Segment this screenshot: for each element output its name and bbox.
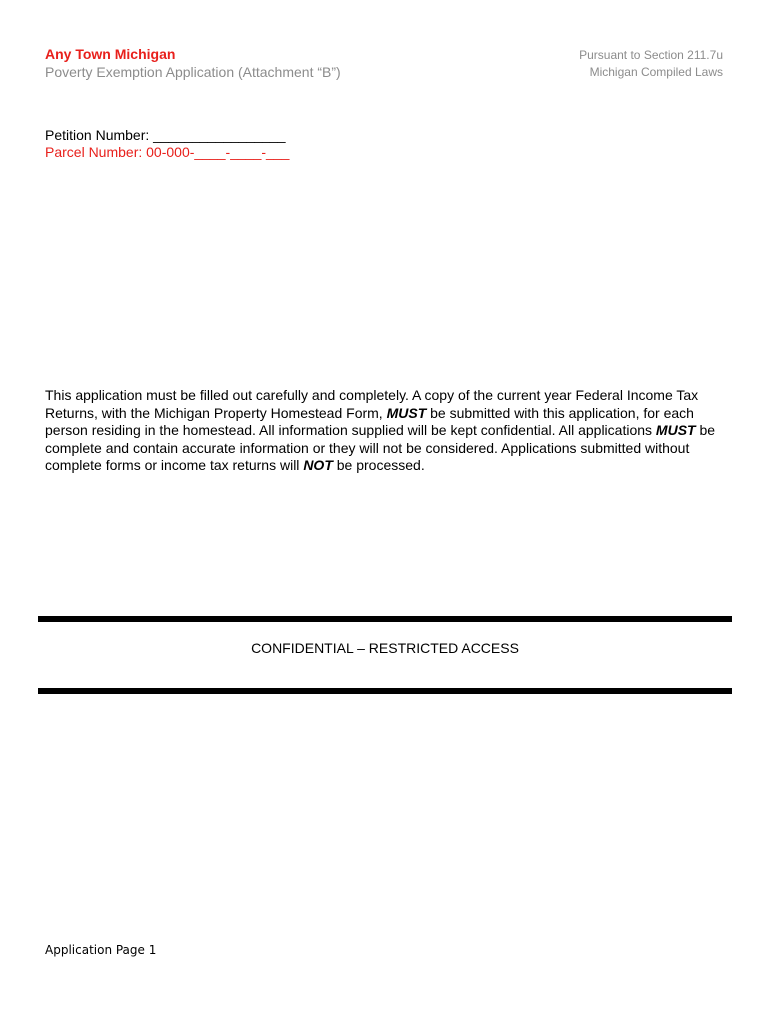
town-name: Any Town Michigan	[45, 46, 176, 62]
divider-top	[38, 616, 732, 622]
instructions-text-2: be submitted with this application, for each person residing in the homestead. All information supplied will be kept confidential. All applications	[45, 404, 694, 438]
header-left	[45, 45, 341, 81]
divider-bottom	[38, 688, 732, 694]
statute-section: Pursuant to Section 211.7u	[579, 48, 723, 62]
instructions-paragraph	[45, 387, 735, 475]
reference-numbers	[45, 127, 289, 161]
instructions-emphasis-not: NOT	[303, 457, 333, 473]
instructions-text-1: This application must be filled out carefully and completely. A copy of the current year Federal Income Tax Returns, with the Michigan Property Homestead Form,	[45, 387, 699, 421]
page-footer: Application Page 1	[45, 943, 157, 957]
instructions-text-4: be processed.	[332, 457, 425, 473]
statute-reference	[579, 47, 723, 81]
instructions-text-3: be complete and contain accurate information or they will not be considered. Applications submitted without complete forms or income tax returns will	[45, 422, 716, 473]
parcel-number-field[interactable]: Parcel Number: 00-000-____-____-___	[45, 144, 290, 160]
form-title: Poverty Exemption Application (Attachment “B”)	[45, 64, 341, 80]
confidential-banner: CONFIDENTIAL – RESTRICTED ACCESS	[251, 640, 519, 656]
instructions-emphasis-must-2: MUST	[655, 422, 696, 438]
statute-source: Michigan Compiled Laws	[589, 65, 723, 79]
petition-number-field[interactable]: Petition Number: _________________	[45, 127, 286, 143]
instructions-emphasis-must-1: MUST	[386, 404, 427, 421]
